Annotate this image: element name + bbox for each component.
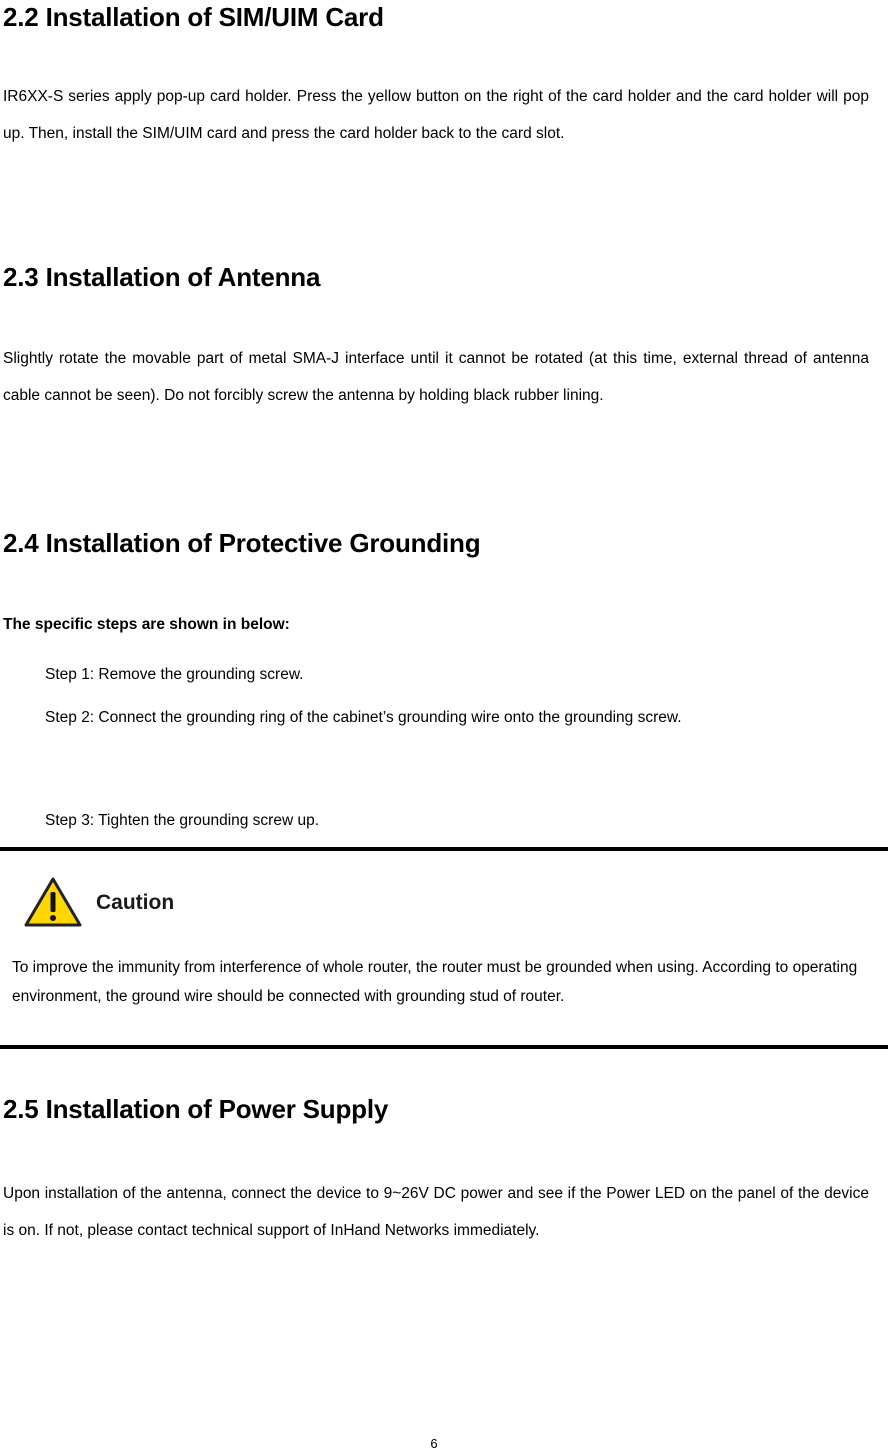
page-number: 6 — [430, 1436, 438, 1451]
warning-triangle-icon — [24, 877, 82, 932]
section-2-2-heading: 2.2 Installation of SIM/UIM Card — [3, 2, 384, 32]
step-1: Step 1: Remove the grounding screw. — [45, 666, 304, 683]
caution-box — [0, 853, 888, 1047]
caution-text: To improve the immunity from interference of whole router, the router must be grounded when using. According to operating environment, the ground wire should be connected with grounding stud of router. — [12, 959, 858, 1005]
section-2-4-heading: 2.4 Installation of Protective Grounding — [3, 528, 481, 558]
caution-bottom-rule — [0, 1045, 888, 1049]
caution-top-rule — [0, 847, 888, 851]
step-2: Step 2: Connect the grounding ring of the cabinet’s grounding wire onto the grounding screw. — [45, 709, 682, 726]
section-2-4-intro: The specific steps are shown in below: — [3, 616, 290, 633]
section-2-5-body: Upon installation of the antenna, connect the device to 9~26V DC power and see if the Power LED on the panel of the device is on. If not, please contact technical support of InHand Networks immediately. — [3, 1185, 869, 1239]
caution-title: Caution — [96, 891, 175, 914]
step-3: Step 3: Tighten the grounding screw up. — [45, 812, 320, 829]
section-2-5-heading: 2.5 Installation of Power Supply — [3, 1094, 389, 1124]
section-2-3-body: Slightly rotate the movable part of metal SMA-J interface until it cannot be rotated (at this time, external thread of antenna cable cannot be seen). Do not forcibly screw the antenna by holding black rubber lining. — [3, 350, 869, 404]
section-2-3-heading: 2.3 Installation of Antenna — [3, 262, 321, 292]
section-2-2-body: IR6XX-S series apply pop-up card holder. Press the yellow button on the right of the card holder and the card holder will pop up. Then, install the SIM/UIM card and press the card holder back to the card slot. — [3, 88, 869, 142]
